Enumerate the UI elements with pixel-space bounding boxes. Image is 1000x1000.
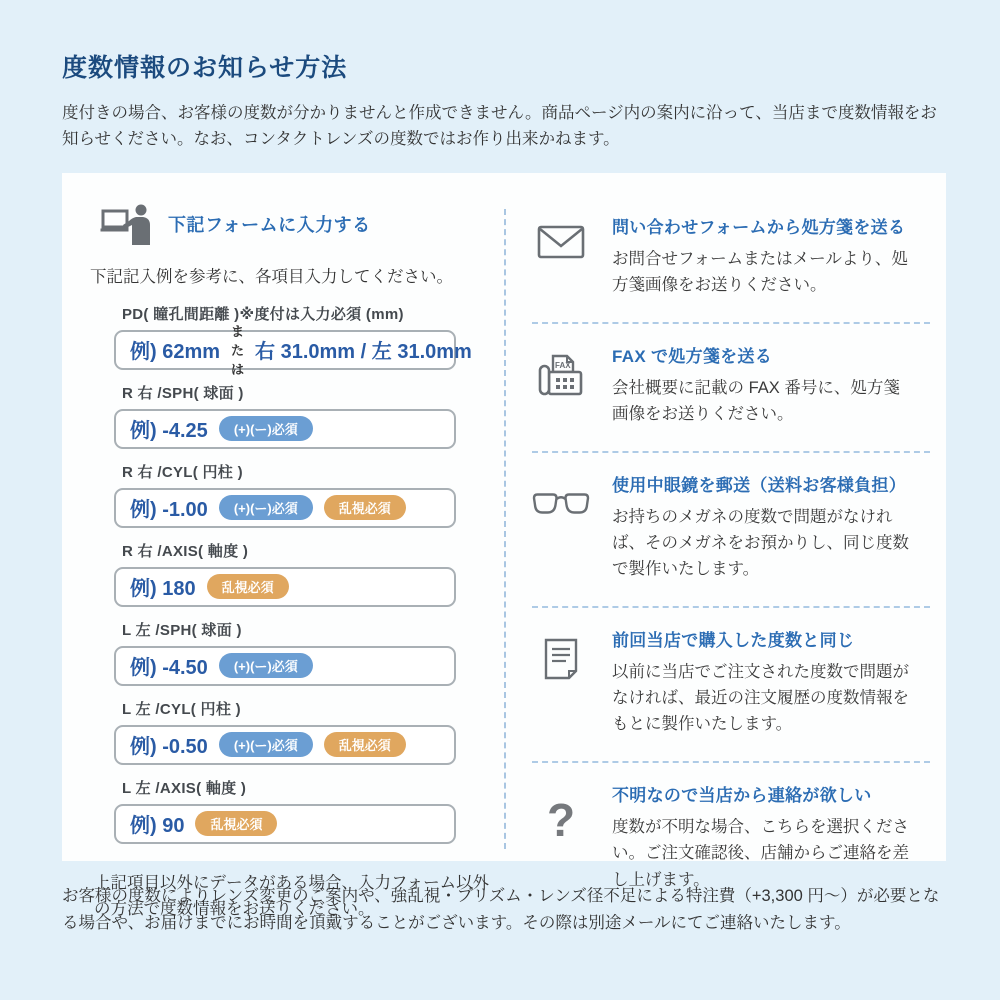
field-l-cyl (114, 698, 456, 765)
field-r-cyl (114, 461, 456, 528)
fax-icon (532, 342, 590, 427)
footer-note: お客様の度数によりレンズ変更のご案内や、強乱視・プリズム・レンズ径不足による特注費（+3,300 円〜）が必要となる場合や、お届けまでにお時間を頂戴することがございます。その際は別途メールにてご連絡いたします。 (62, 886, 940, 932)
example-text: 例) 180 (130, 578, 196, 601)
field-label: R 右 /AXIS( 軸度 ) (122, 542, 249, 560)
example-box (114, 567, 456, 607)
method-mail-glasses (532, 453, 930, 606)
astigmatism-badge: 乱視必須 (324, 732, 406, 757)
field-label: L 左 /CYL( 円柱 ) (122, 700, 241, 718)
field-label: PD( 瞳孔間距離 )※度付は入力必須 (mm) (122, 305, 404, 323)
field-label: L 左 /SPH( 球面 ) (122, 621, 242, 639)
form-section-title: 下記フォームに入力する (168, 214, 371, 235)
field-l-axis (114, 777, 456, 844)
plus-minus-badge: (+)(ー)必須 (219, 416, 313, 441)
example-text: 例) -4.50 (130, 657, 208, 680)
example-text: 例) 90 (130, 815, 185, 838)
svg-text:FAX: FAX (555, 360, 571, 370)
field-l-sph (114, 619, 456, 686)
method-body: お持ちのメガネの度数で問題がなければ、そのメガネをお預かりし、同じ度数で製作いたします。 (612, 508, 909, 579)
method-title: FAX で処方箋を送る (612, 346, 773, 366)
astigmatism-badge: 乱視必須 (195, 811, 277, 836)
plus-minus-badge: (+)(ー)必須 (219, 495, 313, 520)
example-middle-text: または (231, 324, 245, 378)
field-label: R 右 /SPH( 球面 ) (122, 384, 244, 402)
method-title: 使用中眼鏡を郵送（送料お客様負担） (612, 476, 907, 496)
method-body: お問合せフォームまたはメールより、処方箋画像をお送りください。 (612, 249, 908, 294)
intro-text: 度付きの場合、お客様の度数が分かりませんと作成できません。商品ページ内の案内に沿って、当店まで度数情報をお知らせください。なお、コンタクトレンズの度数ではお作り出来かねます。 (62, 104, 937, 149)
document-icon (532, 626, 590, 737)
method-same-as-previous (532, 608, 930, 761)
field-label: L 左 /AXIS( 軸度 ) (122, 779, 247, 797)
example-box (114, 324, 472, 378)
example-text: 例) -1.00 (130, 499, 208, 522)
example-box (114, 646, 456, 686)
field-pd (114, 303, 472, 378)
page-title: 度数情報のお知らせ方法 (62, 54, 348, 82)
example-box (114, 725, 456, 765)
plus-minus-badge: (+)(ー)必須 (219, 732, 313, 757)
method-body: 会社概要に記載の FAX 番号に、処方箋画像をお送りください。 (612, 378, 900, 423)
method-fax (532, 324, 930, 451)
question-mark-icon: ? (546, 794, 576, 847)
plus-minus-badge: (+)(ー)必須 (219, 653, 313, 678)
field-label: R 右 /CYL( 円柱 ) (122, 463, 243, 481)
method-body: 度数が不明な場合、こちらを選択ください。ご注文確認後、店舗からご連絡を差し上げます。 (612, 818, 909, 889)
example-box (114, 488, 456, 528)
person-at-computer-icon (100, 203, 152, 245)
form-subtitle: 下記記入例を参考に、各項目入力してください。 (90, 267, 453, 286)
field-r-axis (114, 540, 456, 607)
form-fields (114, 303, 472, 844)
form-column (90, 201, 504, 919)
example-text: 例) 62mm (130, 341, 221, 364)
methods-column (504, 209, 930, 889)
method-contact-form (532, 209, 930, 322)
method-body: 以前に当店でご注文された度数で問題がなければ、最近の注文履歴の度数情報をもとに製作いたします。 (612, 663, 909, 734)
example-text: 例) -0.50 (130, 736, 208, 759)
example-text: 例) -4.25 (130, 420, 208, 443)
method-title: 問い合わせフォームから処方箋を送る (612, 217, 906, 237)
example-suffix-text: 右 31.0mm / 左 31.0mm (255, 341, 472, 364)
astigmatism-badge: 乱視必須 (207, 574, 289, 599)
form-header (100, 203, 504, 245)
astigmatism-badge: 乱視必須 (324, 495, 406, 520)
method-title: 不明なので当店から連絡が欲しい (612, 786, 872, 806)
example-box (114, 409, 456, 449)
method-title: 前回当店で購入した度数と同じ (612, 631, 855, 651)
glasses-icon (532, 471, 590, 582)
example-box (114, 804, 456, 844)
form-note: 上記項目以外にデータがある場合、入力フォーム以外の方法で度数情報をお送りください。 (94, 873, 490, 919)
envelope-icon (532, 213, 590, 298)
field-r-sph (114, 382, 456, 449)
